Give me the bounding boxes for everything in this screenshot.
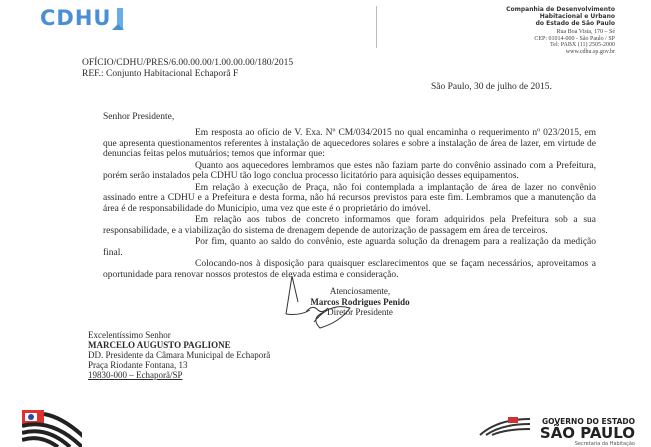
paragraph: Colocando-nos à disposição para quaisquer esclarecimentos que se façam necessários, aproveitamos a oportunidade para renovar nossos protestos de elevada estima e consideração.: [103, 259, 596, 280]
recipient-salutation: Excelentíssimo Senhor: [88, 330, 171, 340]
gov-line2: SÃO PAULO: [539, 424, 635, 442]
header-divider: [376, 6, 377, 48]
paragraph: Por fim, quanto ao saldo do convênio, este aguarda solução da drenagem para a realização da medição final.: [103, 237, 596, 258]
company-name: [506, 6, 615, 27]
address-line: Tel: PABX (11) 2505-2000: [550, 42, 615, 48]
recipient-street: Praça Riodante Fontana, 13: [88, 360, 188, 370]
recipient-role: DD. Presidente da Câmara Municipal de Echaporã: [88, 350, 271, 360]
letter-body: [103, 128, 596, 280]
recipient-city: 19830-000 – Echaporã/SP: [88, 370, 183, 380]
reference-subject: REF.: Conjunto Habitacional Echaporã F: [82, 69, 239, 79]
sp-government-emblem-icon: [478, 415, 533, 437]
government-logo: [540, 417, 635, 447]
cdhu-logo-roof: [112, 24, 124, 30]
address-line: Rua Boa Vista, 170 – Sé: [556, 29, 615, 35]
signature-area: [103, 286, 596, 326]
address-line: CEP: 01014-000 - São Paulo / SP: [534, 35, 615, 42]
paragraph: Em resposta ao ofício de V. Exa. Nº CM/034/2015 no qual encaminha o requerimento nº 023/2015, em que apresenta questionamentos referentes à instalação de aquecedores solares e sobre a instalação de área de lazer, em virtude de denuncias feitas pelos mutuários; temos que informar que:: [103, 128, 596, 159]
company-line: Habitacional e Urbano: [539, 13, 615, 20]
signer-name: Marcos Rodrigues Penido: [310, 296, 410, 307]
signer-title: Diretor Presidente: [327, 307, 393, 317]
cdhu-logo: CDHU: [40, 6, 112, 30]
closing: Atenciosamente,: [329, 286, 391, 296]
paragraph: Em relação aos tubos de concreto informamos que foram adquiridos pela Prefeitura sob a sua responsabilidade, e a viabilização do sistema de drenagem depende de autorização de passagem em área de terceiros.: [103, 215, 596, 236]
address-line: www.cdhu.sp.gov.br: [565, 48, 615, 55]
signature-block: [290, 286, 430, 318]
letter-date: São Paulo, 30 de julho de 2015.: [431, 82, 552, 92]
reference-block: [82, 58, 293, 80]
paragraph: Em relação à execução de Praça, não foi contemplada a implantação de área de lazer no convênio assinado entre a CDHU e a Prefeitura e desta forma, não há recursos previstos para este fim. Lembramos que a manutenção da área é de responsabilidade do Município, uma vez que este é o proprietário do imóvel.: [103, 182, 596, 214]
greeting: Senhor Presidente,: [103, 112, 175, 122]
gov-line1: GOVERNO DO ESTADO: [542, 417, 635, 426]
company-address: [534, 29, 615, 55]
company-line: do Estado de São Paulo: [535, 20, 615, 27]
recipient-name: MARCELO AUGUSTO PAGLIONE: [88, 340, 231, 350]
letter-content: [88, 112, 596, 380]
paragraph: Quanto aos aquecedores lembramos que estes não faziam parte do convênio assinado com a Prefeitura, porém serão instalados pela CDHU tão logo conclua processo licitatório para aquisição desses equipamentos.: [103, 160, 596, 181]
sao-paulo-flag-icon: [22, 408, 82, 447]
company-line: Companhia de Desenvolvimento: [506, 6, 615, 13]
recipient-block: [88, 330, 348, 380]
oficio-number: OFÍCIO/CDHU/PRES/6.00.00.00/1.00.00.00/180/2015: [82, 58, 294, 68]
gov-line3: Secretaria da Habitação: [574, 441, 635, 447]
